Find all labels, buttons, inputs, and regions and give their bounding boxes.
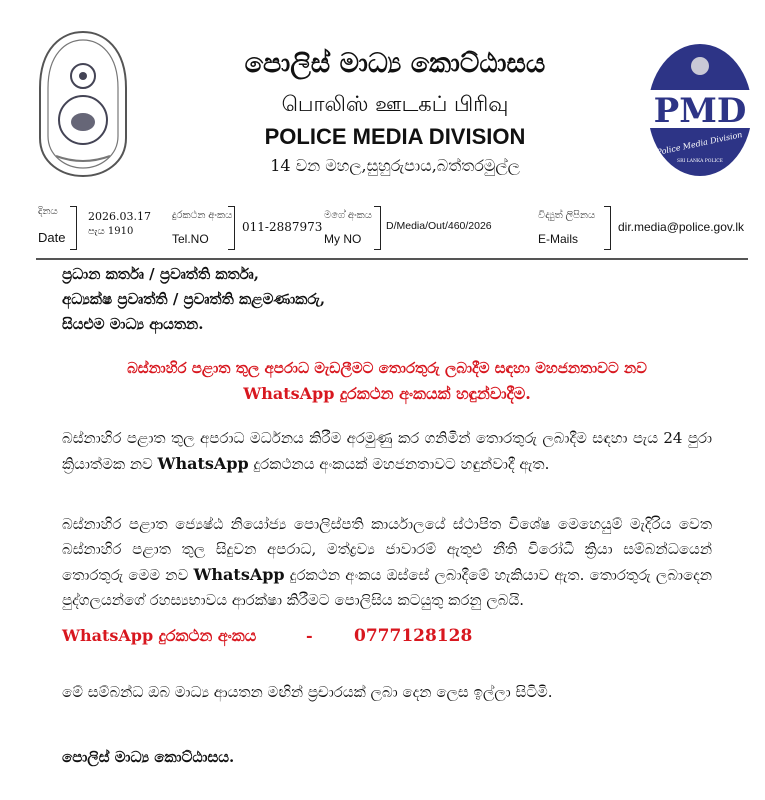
header-title-tamil: பொலிஸ் ஊடகப் பிரிவு xyxy=(281,92,509,116)
date-label-en: Date xyxy=(38,230,66,245)
time-value: පැය 1910 xyxy=(88,226,134,237)
recipient-line: අධ්‍යක්ෂ ප්‍රවෘත්ති / ප්‍රවෘත්ති කළමණාකරු, xyxy=(62,290,326,308)
recipient-line: ප්‍රධාන කර්තෘ / ප්‍රවෘත්ති කර්තෘ, xyxy=(62,265,259,283)
date-value: 2026.03.17 xyxy=(88,210,151,223)
subject-line-1: බස්නාහිර පළාත තුල අපරාධ මැඩලීමට තොරතුරු ලබාදීම සඳහා මහජනතාවට නව xyxy=(127,359,647,377)
myno-label-si: මගේ අංකය xyxy=(324,210,372,221)
pmd-letters: PMD xyxy=(653,91,747,131)
subject xyxy=(62,356,712,406)
date-label-si: දිනය xyxy=(38,206,58,217)
myno-label-en: My NO xyxy=(324,232,362,246)
whatsapp-label: WhatsApp දුරකථන අංකය xyxy=(62,626,257,645)
recipient-line: සියළුම මාධ්‍ය ආයතන. xyxy=(62,315,204,333)
subject-line-2: WhatsApp දුරකථන අංකයක් හඳුන්වාදීම. xyxy=(243,384,531,403)
pmd-tagline: SRI LANKA POLICE xyxy=(677,159,723,164)
para1-text: බස්නාහිර පළාත තුල අපරාධ මර්ධනය කිරීම අරමුණු කර ගනිමින් තොරතුරු ලබාදීම සඳහා පැය 24 පුරා ක්‍රියාත්මක නව xyxy=(62,429,712,473)
header-title-sinhala: පොලිස් මාධ්‍ය කොට්ඨාසය xyxy=(244,48,546,79)
sri-lanka-police-crest-logo xyxy=(34,28,132,180)
signature: පොලිස් මාධ්‍ය කොට්ඨාසය. xyxy=(62,748,235,766)
para1-whatsapp: WhatsApp xyxy=(157,454,249,473)
tel-label-si: දුරකථන අංකය xyxy=(172,210,233,221)
header-title-english: POLICE MEDIA DIVISION xyxy=(264,124,526,149)
header-divider xyxy=(36,258,748,260)
whatsapp-dash: - xyxy=(306,626,313,645)
pmd-logo xyxy=(644,40,756,180)
para1-text-end: දුරකථනය අංකයක් මහජනතාවට හඳුන්වාදී ඇත. xyxy=(248,455,550,473)
pmd-subtitle: Police Media Division xyxy=(655,130,744,158)
email-value[interactable]: dir.media@police.gov.lk xyxy=(618,220,745,234)
recipients xyxy=(62,262,712,337)
email-label-en: E-Mails xyxy=(538,232,579,246)
request-text: මේ සම්බන්ධ ඔබ මාධ්‍ය ආයතන මඟින් ප්‍රචාරයක් ලබා දෙන ලෙස ඉල්ලා සිටිමි. xyxy=(62,683,553,701)
para2-whatsapp: WhatsApp xyxy=(193,565,285,584)
myno-value: D/Media/Out/460/2026 xyxy=(386,220,492,232)
email-label-si: විද්‍යුත් ලිපිනය xyxy=(538,210,596,221)
whatsapp-number: 0777128128 xyxy=(354,626,473,646)
paragraph-2 xyxy=(62,512,712,613)
para2-text: බස්නාහිර පළාත ජ්‍යෙෂ්ඨ නියෝජ්‍ය පොලිස්පති කාර්යාලයේ ස්ථාපිත විශේෂ මෙහෙයුම් මැදිරිය වෙත බස්නාහිර පළාත තුල සිදුවන අපරාධ, මත්ද්‍රව්‍ය ජාවාරම් ඇතුළු නීති විරෝධී ක්‍රියා සම්බන්ධයෙන් තොරතුරු මෙම නව xyxy=(62,515,712,584)
header-address: 14 වන මහල,සුහුරුපාය,බත්තරමුල්ල xyxy=(270,156,520,175)
whatsapp-number-line xyxy=(62,626,473,646)
tel-value: 011-2887973 xyxy=(242,220,323,234)
contact-info-row xyxy=(36,204,746,252)
tel-label-en: Tel.NO xyxy=(172,232,209,246)
paragraph-1 xyxy=(62,426,712,477)
para2-text-end: දුරකථන අංකය ඔස්සේ ලබාදීමේ හැකියාව ඇත. තොරතුරු ලබාදෙන පුද්ගලයන්ගේ රහස්‍යභාවය ආරක්ෂා කිරීමට පොලිසිය කටයුතු කරනු ලබයි. xyxy=(62,566,712,609)
